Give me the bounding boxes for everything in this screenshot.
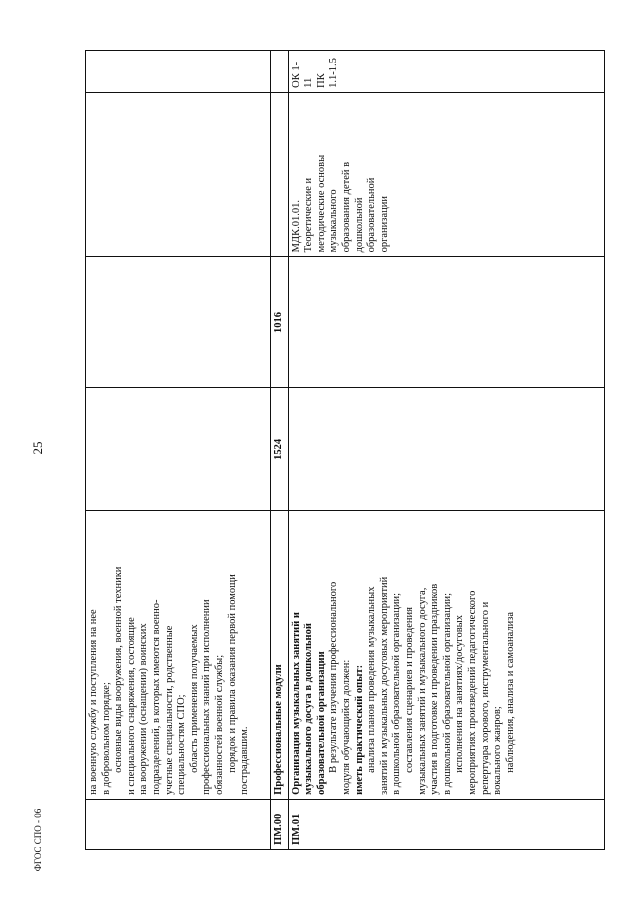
footer-standard-code: ФГОС СПО - 06	[33, 808, 43, 872]
competency-cell	[86, 51, 271, 93]
discipline-cell	[271, 92, 289, 257]
module-code: ПМ.00	[271, 799, 289, 849]
description-cell: на военную службу и поступления на нее в добровольном порядке; основные виды вооружения, военной техники и специального снаряжения, состоящие на вооружении (оснащении) воинских подразделений, в которых имеются военно- учетные специальности, родственные специальностям СПО; область применения получаемых профессиональных знаний при исполнении обязанностей военной службы; порядок и правила оказания первой помощи пострадавшим.	[86, 511, 271, 800]
max-hours-value: 1524	[271, 388, 289, 511]
required-hours-value: 1016	[271, 257, 289, 388]
description-cell: Организация музыкальных занятий и музыкального досуга в дошкольной образовательной организации В результате изучения профессионального модуля обучающийся должен: иметь практический опыт: анализа планов проведения музыкальных занятий и музыкальных досуговых мероприятий в дошкольной образовательной организации; составления сценариев и проведения музыкальных занятий и музыкального досуга, участия в подготовке и проведении праздников в дошкольной образовательной организации; исполнения на занятиях/досуговых мероприятиях произведений педагогического репертуара хорового, инструментального и вокального жанров; наблюдения, анализа и самоанализа	[288, 511, 604, 800]
discipline-cell: МДК.01.01. Теоретические и методические основы музыкального образования детей в дошкольной образовательной организации	[288, 92, 604, 257]
required-hours-cell	[86, 257, 271, 388]
rotated-table-wrapper	[85, 50, 600, 850]
module-title: Профессиональные модули	[271, 511, 289, 800]
curriculum-table	[85, 50, 605, 850]
table-row	[271, 51, 289, 850]
competency-cell: ОК 1-11 ПК 1.1-1.5	[288, 51, 604, 93]
competency-cell	[271, 51, 289, 93]
discipline-cell	[86, 92, 271, 257]
page-number: 25	[30, 441, 45, 455]
module-code: ПМ.01	[288, 799, 604, 849]
max-hours-cell	[288, 388, 604, 511]
max-hours-cell	[86, 388, 271, 511]
code-cell	[86, 799, 271, 849]
table-row	[288, 51, 604, 850]
required-hours-cell	[288, 257, 604, 388]
table-row	[86, 51, 271, 850]
